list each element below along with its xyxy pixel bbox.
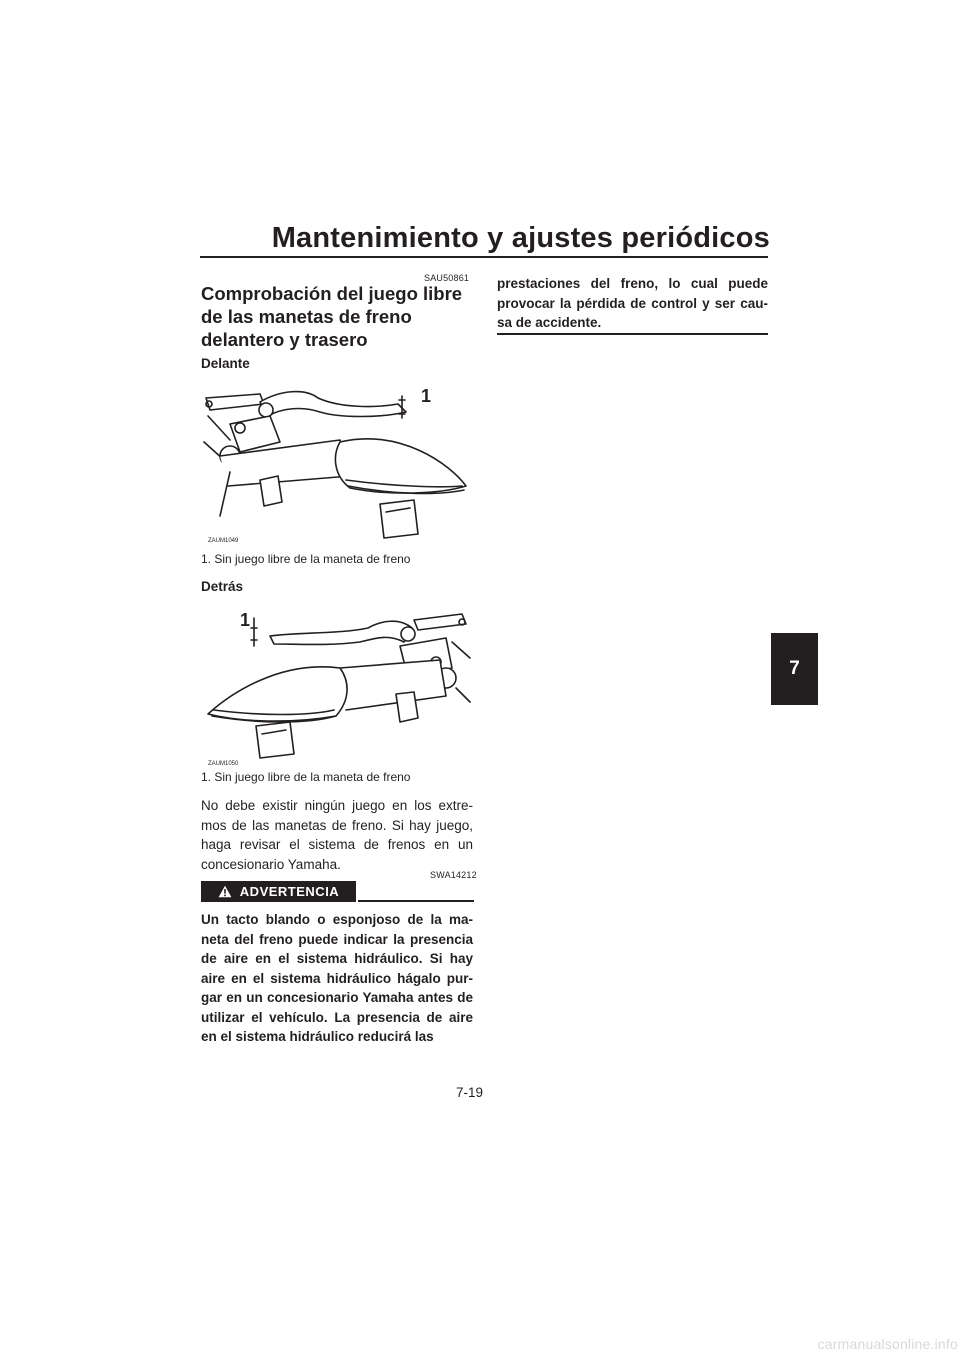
warning-rule bbox=[358, 900, 474, 902]
front-heading: Delante bbox=[201, 356, 250, 371]
warning-badge bbox=[201, 881, 356, 902]
front-brake-lever-illustration bbox=[200, 376, 475, 546]
rear-heading: Detrás bbox=[201, 579, 244, 594]
section-title: Comprobación del juego libre de las manetas de freno delantero y trasero bbox=[201, 283, 463, 350]
warning-triangle-icon bbox=[218, 885, 232, 898]
warning-text-right: prestaciones del freno, lo cual puede provocar la pérdida de control y ser cau-sa de accidente. bbox=[497, 276, 768, 330]
watermark: carmanualsonline.info bbox=[817, 1336, 958, 1352]
section-code: SAU50861 bbox=[424, 273, 470, 283]
front-callout-number: 1 bbox=[421, 386, 432, 406]
warning-end-rule bbox=[497, 333, 768, 335]
chapter-tab: 7 bbox=[771, 633, 818, 705]
front-figure-code: ZAUM1049 bbox=[208, 538, 239, 544]
header-rule bbox=[200, 256, 768, 258]
page-number: 7-19 bbox=[456, 1085, 484, 1100]
warning-text-left: Un tacto blando o esponjoso de la ma-neta del freno puede indicar la presencia de aire en el sistema hidráulico. Si hay aire en el sistema hidráulico hágalo pur-gar en un concesionario Yamaha antes de utilizar el vehículo. La presencia de aire en el sistema hidráulico reducirá las bbox=[201, 912, 473, 1044]
warning-label: ADVERTENCIA bbox=[239, 884, 340, 899]
rear-caption: 1. Sin juego libre de la maneta de freno bbox=[201, 770, 411, 784]
page-header-title: Mantenimiento y ajustes periódicos bbox=[271, 222, 770, 254]
front-caption: 1. Sin juego libre de la maneta de freno bbox=[201, 552, 411, 566]
warning-code: SWA14212 bbox=[430, 870, 477, 880]
body-paragraph: No debe existir ningún juego en los extre-mos de las manetas de freno. Si hay juego, haga revisar el sistema de frenos en un concesionario Yamaha. bbox=[201, 798, 473, 872]
rear-callout-number: 1 bbox=[240, 610, 251, 630]
rear-figure-code: ZAUM1050 bbox=[208, 761, 239, 767]
